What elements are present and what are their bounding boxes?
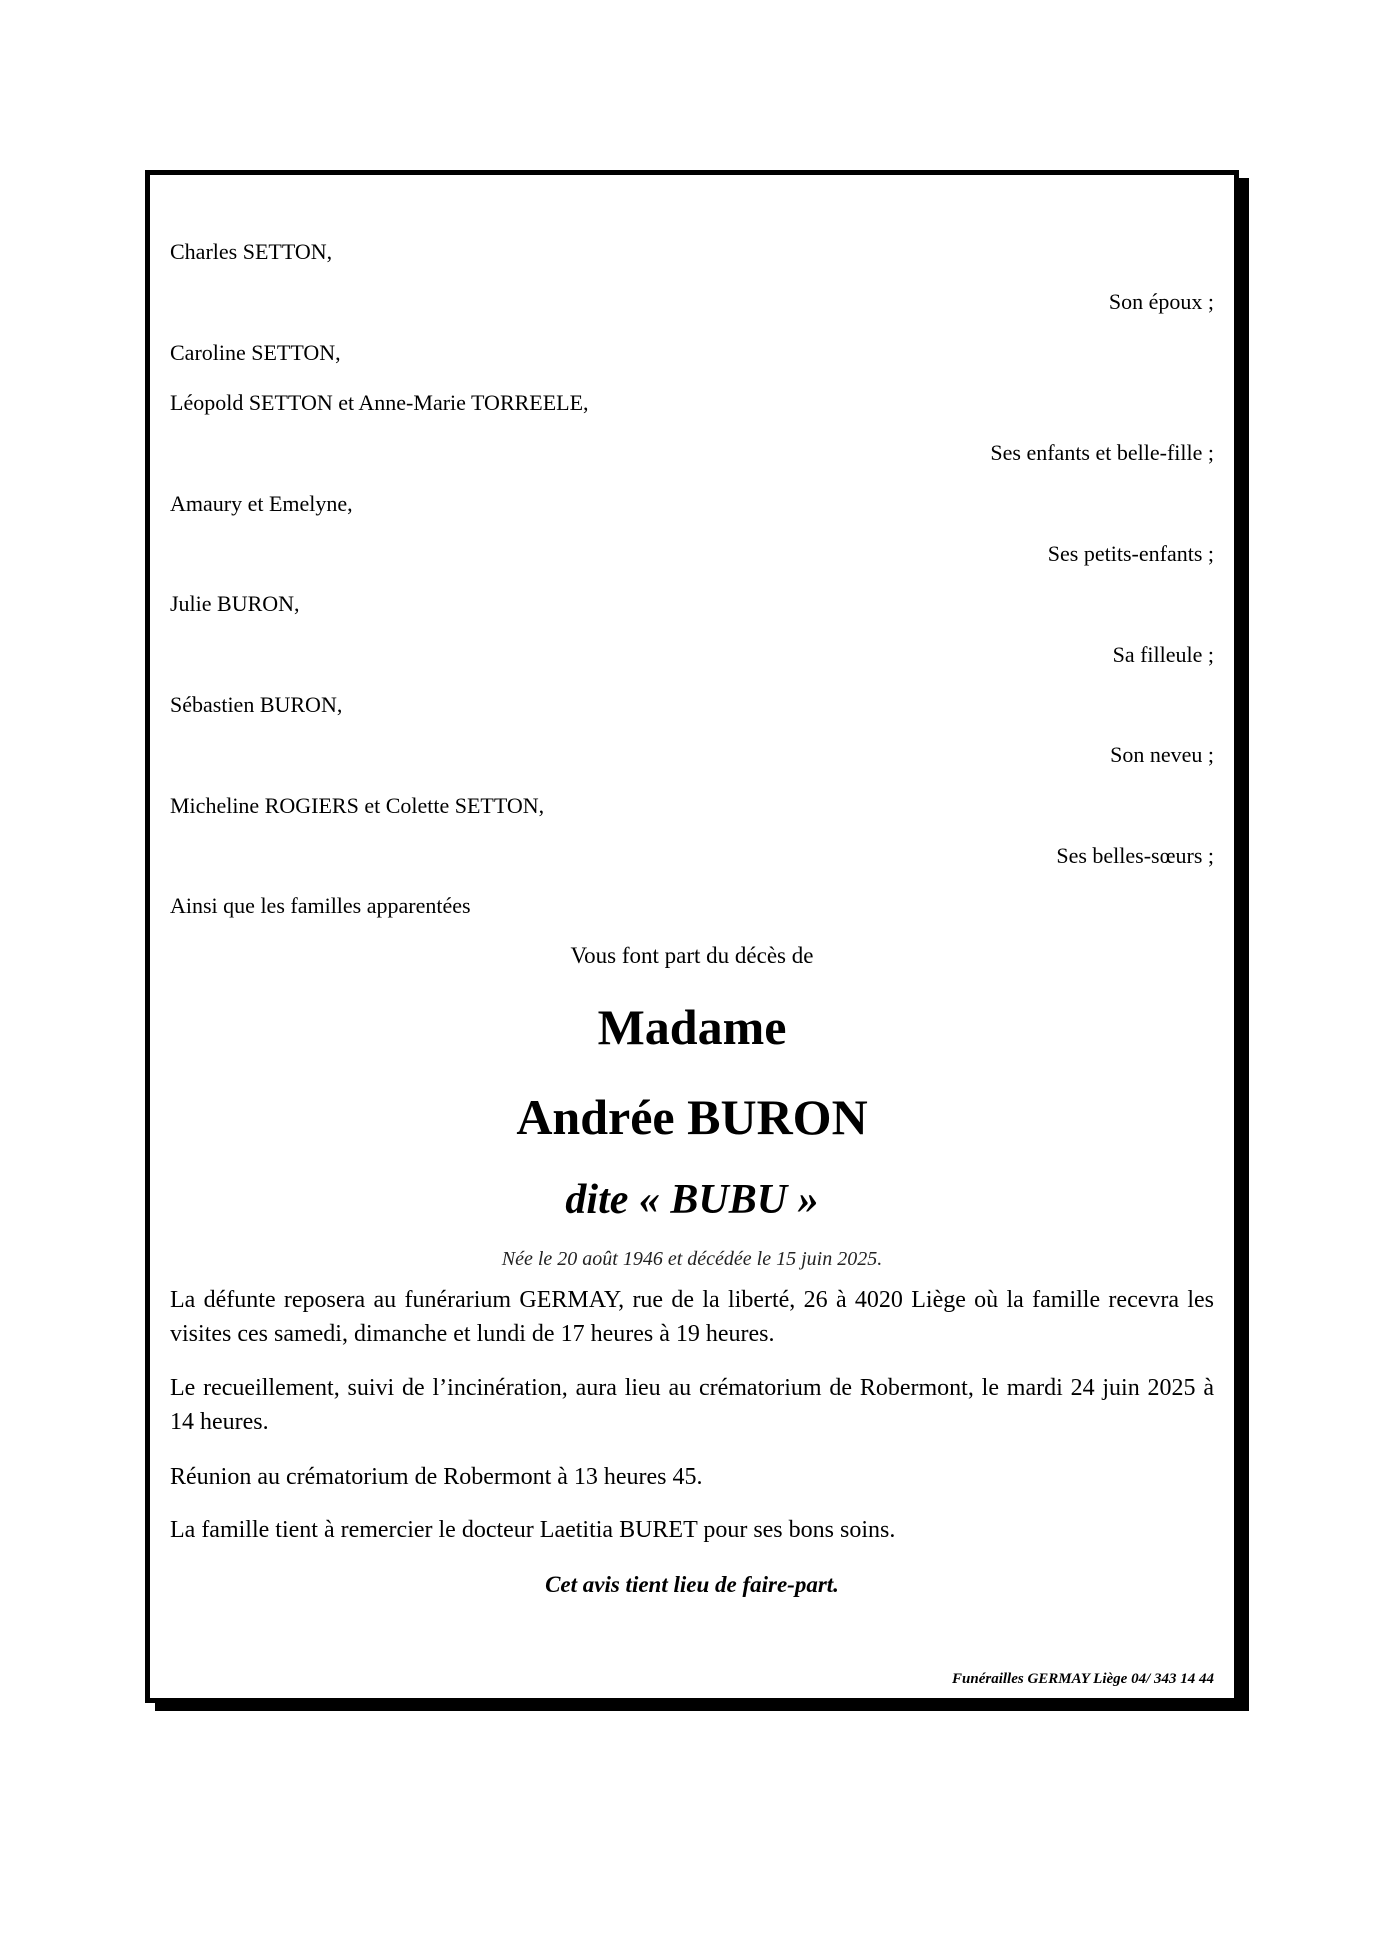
deceased-nickname: dite « BUBU » xyxy=(565,1177,819,1223)
birth-death-dates: Née le 20 août 1946 et décédée le 15 juin 2025. xyxy=(501,1248,883,1270)
closing-note: Cet avis tient lieu de faire-part. xyxy=(545,1572,839,1597)
extended-family: Ainsi que les familles apparentées xyxy=(170,893,471,918)
family-name-line: Charles SETTON, xyxy=(170,239,333,264)
deceased-name: Andrée BURON xyxy=(516,1089,868,1145)
paragraph-meeting: Réunion au crématorium de Robermont à 13 heures 45. xyxy=(170,1464,703,1490)
family-name-line: Caroline SETTON, xyxy=(170,340,341,365)
family-name-line: Julie BURON, xyxy=(170,591,300,616)
funeral-home-footer: Funérailles GERMAY Liège 04/ 343 14 44 xyxy=(952,1671,1214,1687)
death-notice xyxy=(145,170,1239,1703)
family-name-line: Amaury et Emelyne, xyxy=(170,491,353,516)
family-relation: Sa filleule ; xyxy=(1112,642,1214,667)
paragraph-thanks: La famille tient à remercier le docteur Laetitia BURET pour ses bons soins. xyxy=(170,1517,896,1543)
family-name-line: Léopold SETTON et Anne-Marie TORREELE, xyxy=(170,390,589,415)
family-name-line: Sébastien BURON, xyxy=(170,692,343,717)
family-relation: Ses belles-sœurs ; xyxy=(1056,843,1214,868)
paragraph-visitation: La défunte reposera au funérarium GERMAY, rue de la liberté, 26 à 4020 Liège où la famille recevra les visites ces samedi, dimanche et lundi de 17 heures à 19 heures. xyxy=(170,1287,1214,1347)
paragraph-ceremony: Le recueillement, suivi de l’incinération, aura lieu au crématorium de Robermont, le mardi 24 juin 2025 à 14 heures. xyxy=(170,1375,1214,1435)
family-name-line: Micheline ROGIERS et Colette SETTON, xyxy=(170,793,545,818)
family-relation: Son neveu ; xyxy=(1110,742,1214,767)
announcement: Vous font part du décès de xyxy=(570,943,814,968)
family-relation: Son époux ; xyxy=(1108,289,1214,314)
family-relation: Ses enfants et belle-fille ; xyxy=(990,440,1214,465)
deceased-title: Madame xyxy=(597,999,787,1055)
family-relation: Ses petits-enfants ; xyxy=(1047,541,1214,566)
